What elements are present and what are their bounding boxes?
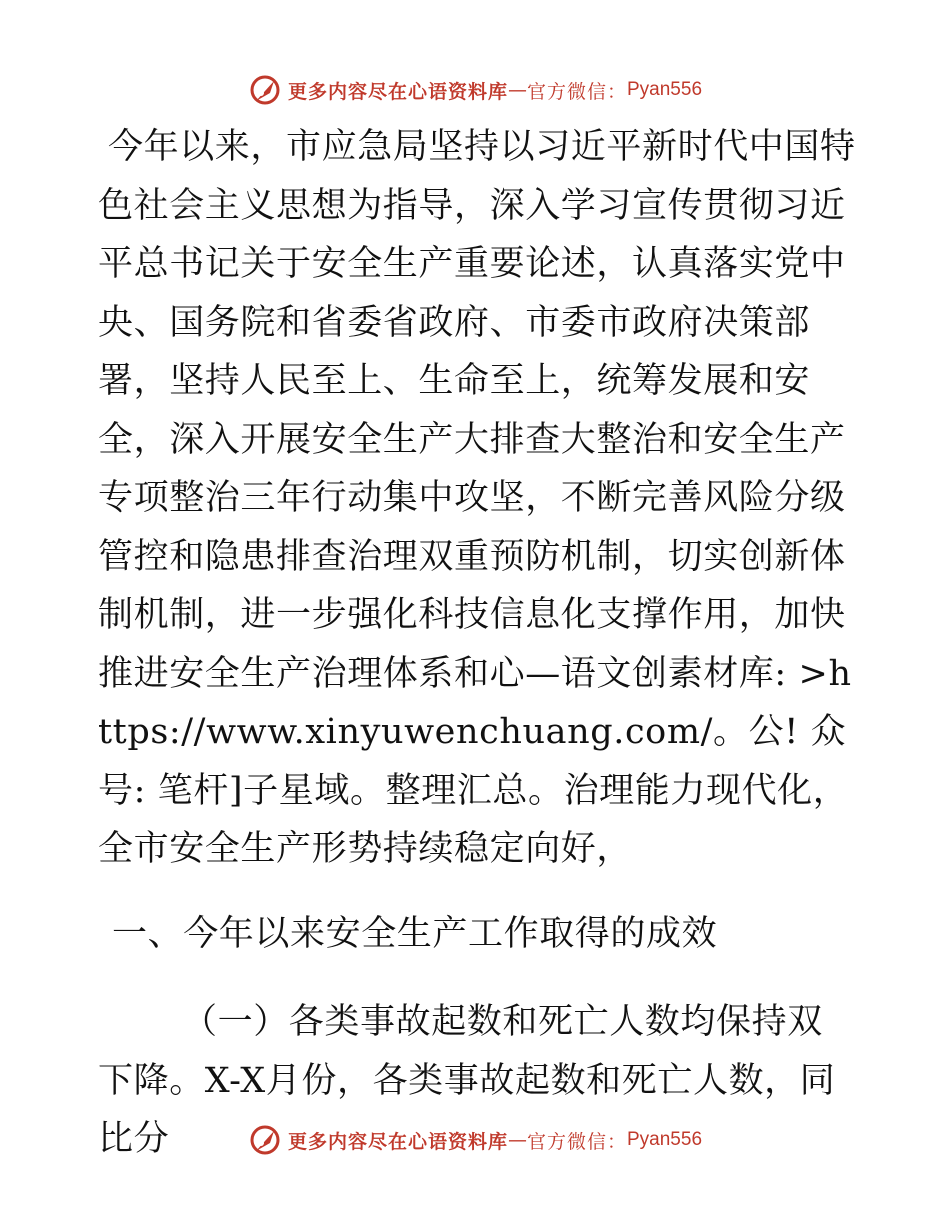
header-banner	[0, 70, 950, 110]
document-body	[98, 118, 858, 1169]
banner-brand: 更多内容尽在心语资料库	[287, 80, 508, 103]
banner-wechat-label: 官方微信：	[526, 1130, 627, 1153]
banner-wechat-id: Pyan556	[627, 79, 703, 100]
banner-wechat-id: Pyan556	[627, 1129, 703, 1150]
banner-brand: 更多内容尽在心语资料库	[287, 1130, 508, 1153]
banner-wechat-label: 官方微信：	[526, 80, 627, 103]
footer-banner	[0, 1120, 950, 1160]
subsection-paragraph: （一）各类事故起数和死亡人数均保持双下降。X-X月份，各类事故起数和死亡人数，同比分	[98, 1002, 836, 1159]
banner-separator: —	[507, 79, 527, 101]
quill-logo-icon	[248, 73, 282, 107]
intro-paragraph: 今年以来，市应急局坚持以习近平新时代中国特色社会主义思想为指导，深入学习宣传贯彻习近平总书记关于安全生产重要论述，认真落实党中央、国务院和省委省政府、市委市政府决策部署，坚持人民至上、生命至上，统筹发展和安全，深入开展安全生产大排查大整治和安全生产专项整治三年行动集中攻坚，不断完善风险分级管控和隐患排查治理双重预防机制，切实创新体制机制，进一步强化科技信息化支撑作用，加快推进安全生产治理体系和心—语文创素材库: >https://www.xinyuwenchuang.com/。公! 众号: 笔杆]子星域。整理汇总。治理能力现代化，全市安全生产形势持续稳定向好，	[98, 127, 856, 869]
banner-separator: —	[507, 1129, 527, 1151]
section-heading: 一、今年以来安全生产工作取得的成效	[112, 913, 718, 954]
quill-logo-icon	[248, 1123, 282, 1157]
